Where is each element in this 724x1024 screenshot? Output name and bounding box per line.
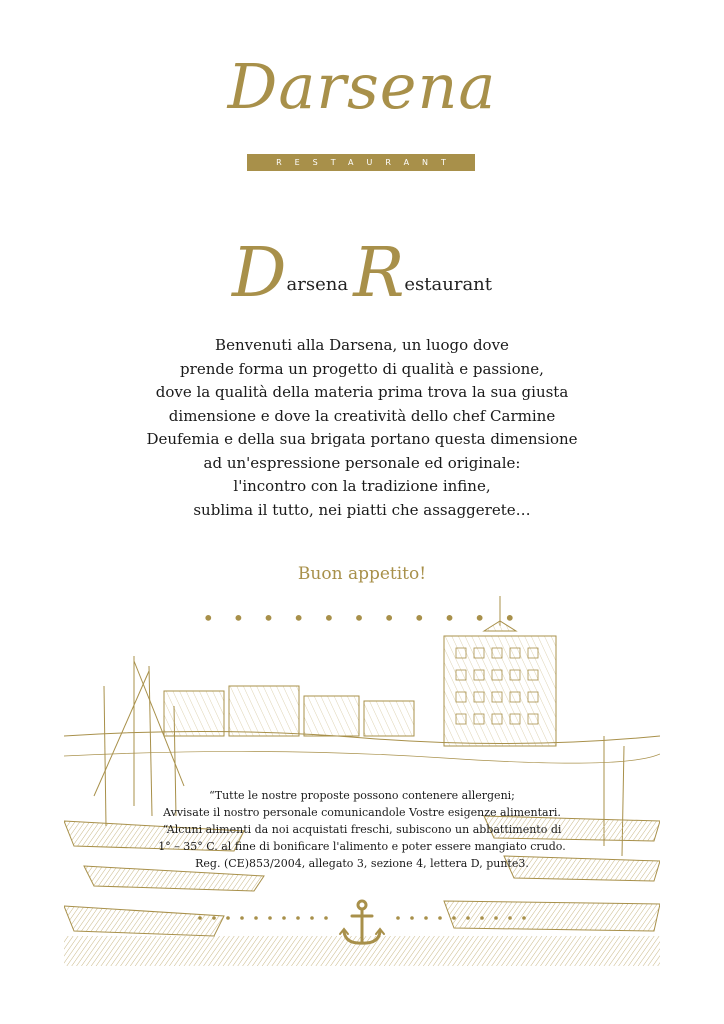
heading-initial-d: D <box>232 234 287 313</box>
left-dot-row <box>198 916 328 920</box>
logo-wordmark: Darsena <box>227 50 497 123</box>
heading-word-estaurant: estaurant <box>404 274 492 295</box>
bottom-ornament <box>180 898 544 948</box>
note-line: “Alcuni alimenti da noi acquistati freschi, subiscono un abbattimento di <box>162 823 562 836</box>
allergen-notes <box>150 787 574 872</box>
right-dot-row <box>396 916 526 920</box>
logo-subtitle: RESTAURANT <box>276 158 459 167</box>
top-dot-divider: • • • • • • • • • • • <box>202 606 522 630</box>
greeting: Buon appetito! <box>297 564 427 584</box>
intro-line: dove la qualità della materia prima trova la sua giusta <box>155 383 569 401</box>
intro-line: ad un'espressione personale ed originale: <box>203 453 521 472</box>
intro-line: l'incontro con la tradizione infine, <box>233 477 491 495</box>
note-line: 1° – 35° C. al fine di bonificare l'alimento e poter essere mangiato crudo. <box>158 840 566 853</box>
intro-paragraph <box>90 334 634 522</box>
anchor-icon <box>340 901 384 943</box>
note-line: Reg. (CE)853/2004, allegato 3, sezione 4, lettera D, punte3. <box>195 857 529 870</box>
page-heading <box>0 234 724 313</box>
intro-line: prende forma un progetto di qualità e passione, <box>180 359 544 378</box>
heading-initial-r: R <box>353 234 405 313</box>
logo-subtitle-bar <box>247 154 475 171</box>
note-line: Avvisate il nostro personale comunicandole Vostre esigenze alimentari. <box>163 806 561 819</box>
intro-line: Deufemia e della sua brigata portano questa dimensione <box>146 430 578 448</box>
intro-line: sublima il tutto, nei piatti che assaggerete… <box>193 500 531 519</box>
heading-word-arsena: arsena <box>286 274 349 295</box>
intro-line: dimensione e dove la creatività dello chef Carmine <box>168 406 556 425</box>
note-line: “Tutte le nostre proposte possono contenere allergeni; <box>209 789 515 802</box>
intro-line: Benvenuti alla Darsena, un luogo dove <box>215 336 509 354</box>
